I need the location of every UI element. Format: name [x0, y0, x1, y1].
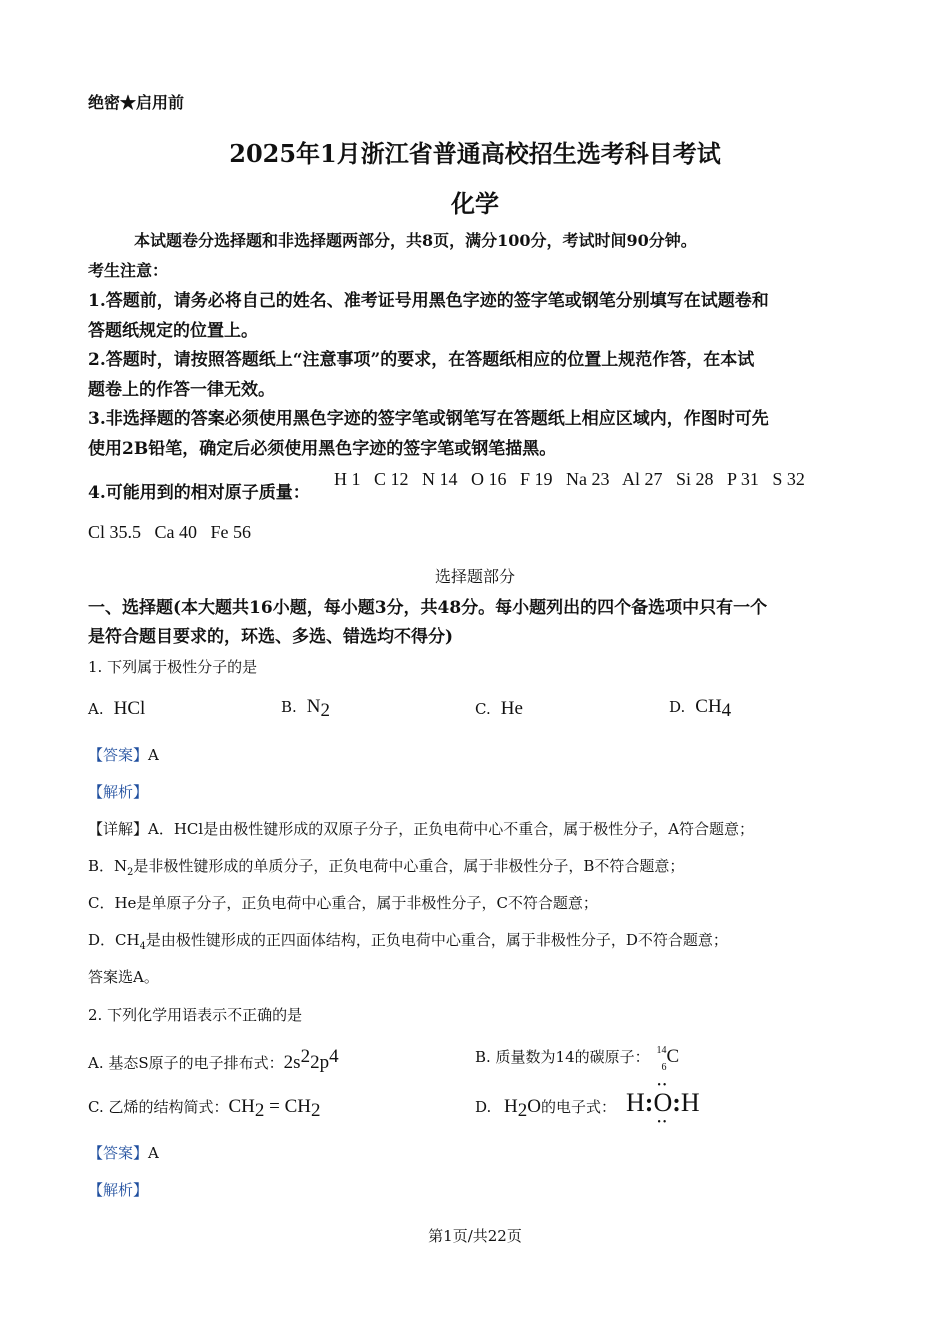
subject-title: 化学 [451, 189, 499, 218]
q2-option-d: D. $H_2O$的电子式： [475, 1096, 617, 1121]
atomic-masses-2: Cl 35.5 Ca 40 Fe 56 [88, 522, 252, 542]
lone-pair-bottom-icon: •• [657, 1117, 669, 1128]
confidential-mark: 绝密★启用前 [88, 93, 185, 112]
q2-answer: 【答案】A [88, 1144, 159, 1162]
water-electron-formula: H:O •• •• :H [626, 1080, 700, 1128]
q1-detail-a: 【详解】A．HCl是由极性键形成的双原子分子，正负电荷中心不重合，属于极性分子，A符合题意； [88, 820, 755, 838]
q1-conclusion: 答案选A。 [88, 968, 159, 986]
notice-title: 考生注意： [88, 261, 169, 280]
q2-option-b: B. 质量数为14的碳原子： 14 6 C [475, 1045, 680, 1073]
q2-stem: 2. 下列化学用语表示不正确的是 [88, 1006, 303, 1024]
atomic-masses-1: H 1 C 12 N 14 O 16 F 19 Na 23 Al 27 Si 28 P 31 S 32 [334, 469, 805, 489]
q1-option-b: B. $N_2$ [281, 696, 331, 722]
q2-analysis-tag: 【解析】 [88, 1181, 149, 1199]
isotope-numbers: 14 6 [656, 1045, 667, 1073]
q1-answer: 【答案】A [88, 746, 159, 764]
q1-detail-c: C．He是单原子分子，正负电荷中心重合，属于非极性分子，C不符合题意； [88, 894, 598, 912]
intro-line: 本试题卷分选择题和非选择题两部分，共8页，满分100分，考试时间90分钟。 [134, 231, 697, 250]
q1-option-d: D. $CH_4$ [669, 696, 732, 722]
section-head-b: 是符合题目要求的，环选、多选、错选均不得分) [88, 627, 454, 647]
oxygen-with-lone-pairs: O •• •• [653, 1080, 673, 1128]
notice-3a: 3.非选择题的答案必须使用黑色字迹的签字笔或钢笔写在答题纸上相应区域内，作图时可先 [88, 409, 769, 429]
section-head-a: 一、选择题(本大题共16小题，每小题3分，共48分。每小题列出的四个备选项中只有一个 [88, 598, 768, 618]
notice-3b: 使用2B铅笔，确定后必须使用黑色字迹的签字笔或钢笔描黑。 [88, 439, 557, 459]
q2-option-a: A. 基态S原子的电子排布式：$2s^22p^4$ [88, 1046, 339, 1073]
notice-4-label: 4.可能用到的相对原子质量： [88, 483, 310, 503]
q2-option-c: C. 乙烯的结构简式：$CH_2 = CH_2$ [88, 1096, 321, 1121]
q1-stem: 1. 下列属于极性分子的是 [88, 658, 258, 676]
notice-2b: 题卷上的作答一律无效。 [88, 380, 275, 400]
q1-detail-d: D．$CH_4$是由极性键形成的正四面体结构，正负电荷中心重合，属于非极性分子，D不符合题意； [88, 931, 728, 952]
q1-option-c: C. He [475, 698, 523, 719]
q1-option-a: A. HCl [88, 698, 146, 719]
notice-2a: 2.答题时，请按照答题纸上“注意事项”的要求，在答题纸相应的位置上规范作答，在本试 [88, 350, 755, 370]
exam-title: 2025年1月浙江省普通高校招生选考科目考试 [229, 139, 721, 168]
notice-1b: 答题纸规定的位置上。 [88, 321, 258, 341]
lone-pair-top-icon: •• [657, 1080, 669, 1091]
q1-analysis-tag: 【解析】 [88, 783, 149, 801]
page-number: 第1页/共22页 [428, 1227, 522, 1245]
notice-1a: 1.答题前，请务必将自己的姓名、准考证号用黑色字迹的签字笔或钢笔分别填写在试题卷和 [88, 291, 769, 311]
section-title: 选择题部分 [434, 567, 515, 586]
q1-detail-b: B．$N_2$是非极性键形成的单质分子，正负电荷中心重合，属于非极性分子，B不符合题意； [88, 857, 685, 878]
